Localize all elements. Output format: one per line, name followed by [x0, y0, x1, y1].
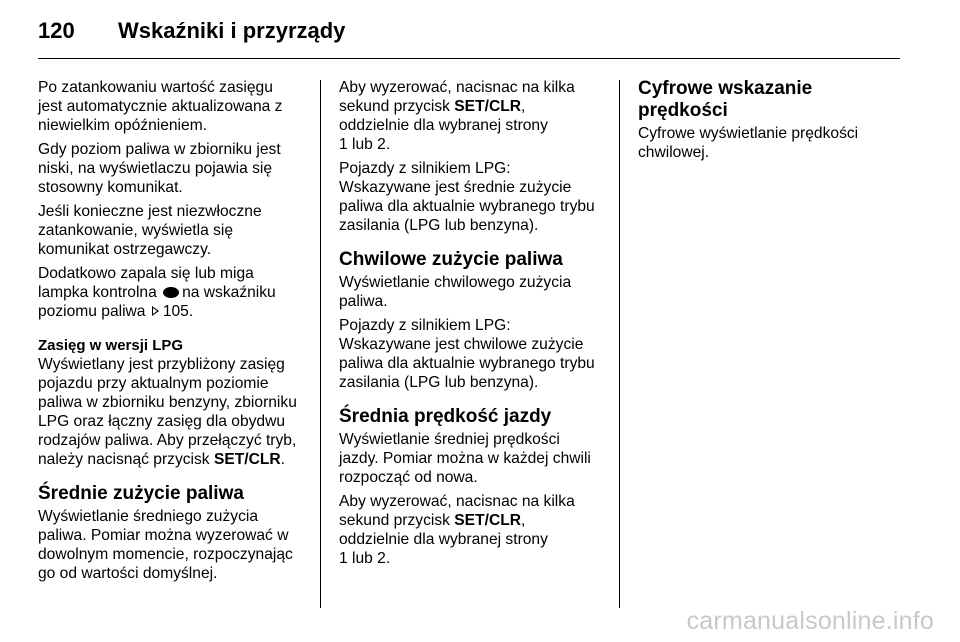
- paragraph-warning-lamp: [38, 264, 304, 321]
- fuel-warning-lamp-icon: [163, 287, 179, 298]
- paragraph-average-speed: Wyświetlanie średniej prędkości jazdy. Pomiar można w każdej chwili rozpocząć od nowa.: [339, 431, 591, 486]
- paragraph-range-update: Po zatankowaniu wartość zasięgu jest automatycznie aktualizowana z niewielkim opóźnieniem.: [38, 79, 283, 134]
- paragraph-low-fuel: Gdy poziom paliwa w zbiorniku jest niski, na wyświetlaczu pojawia się stosowny komunikat.: [38, 141, 281, 196]
- text: na wskaźniku poziomu paliwa: [38, 284, 276, 320]
- set-clr-button-label: SET/CLR: [454, 98, 521, 115]
- set-clr-button-label: SET/CLR: [454, 512, 521, 529]
- text: Dodatkowo zapala się lub miga lampka kontrolna: [38, 265, 254, 301]
- chapter-title: Wskaźniki i przyrządy: [118, 18, 346, 43]
- heading-digital-speed: Cyfrowe wskazanie prędkości: [638, 78, 813, 121]
- page-header: [38, 14, 900, 50]
- column-2: [339, 78, 605, 573]
- set-clr-button-label: SET/CLR: [213, 451, 281, 468]
- heading-average-consumption: Średnie zużycie paliwa: [38, 483, 244, 504]
- column-1: [38, 78, 304, 588]
- paragraph-digital-speed: Cyfrowe wyświetlanie prędkości chwilowej.: [638, 125, 859, 161]
- text: , oddzielnie dla wybranej strony 1 lub 2.: [339, 512, 548, 567]
- text: Wyświetlany jest przybliżony zasięg pojazdu przy aktualnym poziomie paliwa w zbiorniku benzyny, zbiorniku LPG oraz łączny zasięg dla obydwu rodzajów paliwa. Aby przełączyć tryb, należy nacisnąć przycisk: [38, 356, 297, 468]
- paragraph-lpg-range: [38, 355, 304, 469]
- page-reference-arrow-icon: [152, 306, 159, 316]
- text: Aby wyzerować, nacisnac na kilka sekund przycisk: [339, 79, 575, 115]
- heading-lpg-range: Zasięg w wersji LPG: [38, 337, 184, 354]
- heading-average-speed: Średnia prędkość jazdy: [339, 406, 552, 427]
- column-3: [638, 78, 904, 167]
- paragraph-reset-speed: [339, 492, 605, 568]
- header-divider: [38, 58, 900, 59]
- text: .: [280, 451, 286, 468]
- heading-instant-consumption: Chwilowe zużycie paliwa: [339, 249, 563, 270]
- page-number: 120: [38, 18, 75, 43]
- paragraph-lpg-average: Pojazdy z silnikiem LPG: Wskazywane jest średnie zużycie paliwa dla aktualnie wybranego trybu zasilania (LPG lub benzyna).: [339, 160, 595, 234]
- paragraph-average-consumption: Wyświetlanie średniego zużycia paliwa. Pomiar można wyzerować w dowolnym momencie, rozpoczynając go od wartości domyślnej.: [38, 508, 293, 582]
- text: Aby wyzerować, nacisnac na kilka sekund przycisk: [339, 493, 575, 529]
- paragraph-reset: [339, 78, 605, 154]
- paragraph-lpg-instant: Pojazdy z silnikiem LPG: Wskazywane jest chwilowe zużycie paliwa dla aktualnie wybranego trybu zasilania (LPG lub benzyna).: [339, 317, 595, 391]
- column-divider-2: [619, 80, 620, 608]
- page-reference[interactable]: 105.: [162, 303, 194, 320]
- column-divider-1: [320, 80, 321, 608]
- watermark: carmanualsonline.info: [686, 607, 934, 635]
- paragraph-instant-consumption: Wyświetlanie chwilowego zużycia paliwa.: [339, 274, 572, 310]
- paragraph-refuel-warning: Jeśli konieczne jest niezwłoczne zatankowanie, wyświetla się komunikat ostrzegawczy.: [38, 203, 262, 258]
- text: , oddzielnie dla wybranej strony 1 lub 2.: [339, 98, 548, 153]
